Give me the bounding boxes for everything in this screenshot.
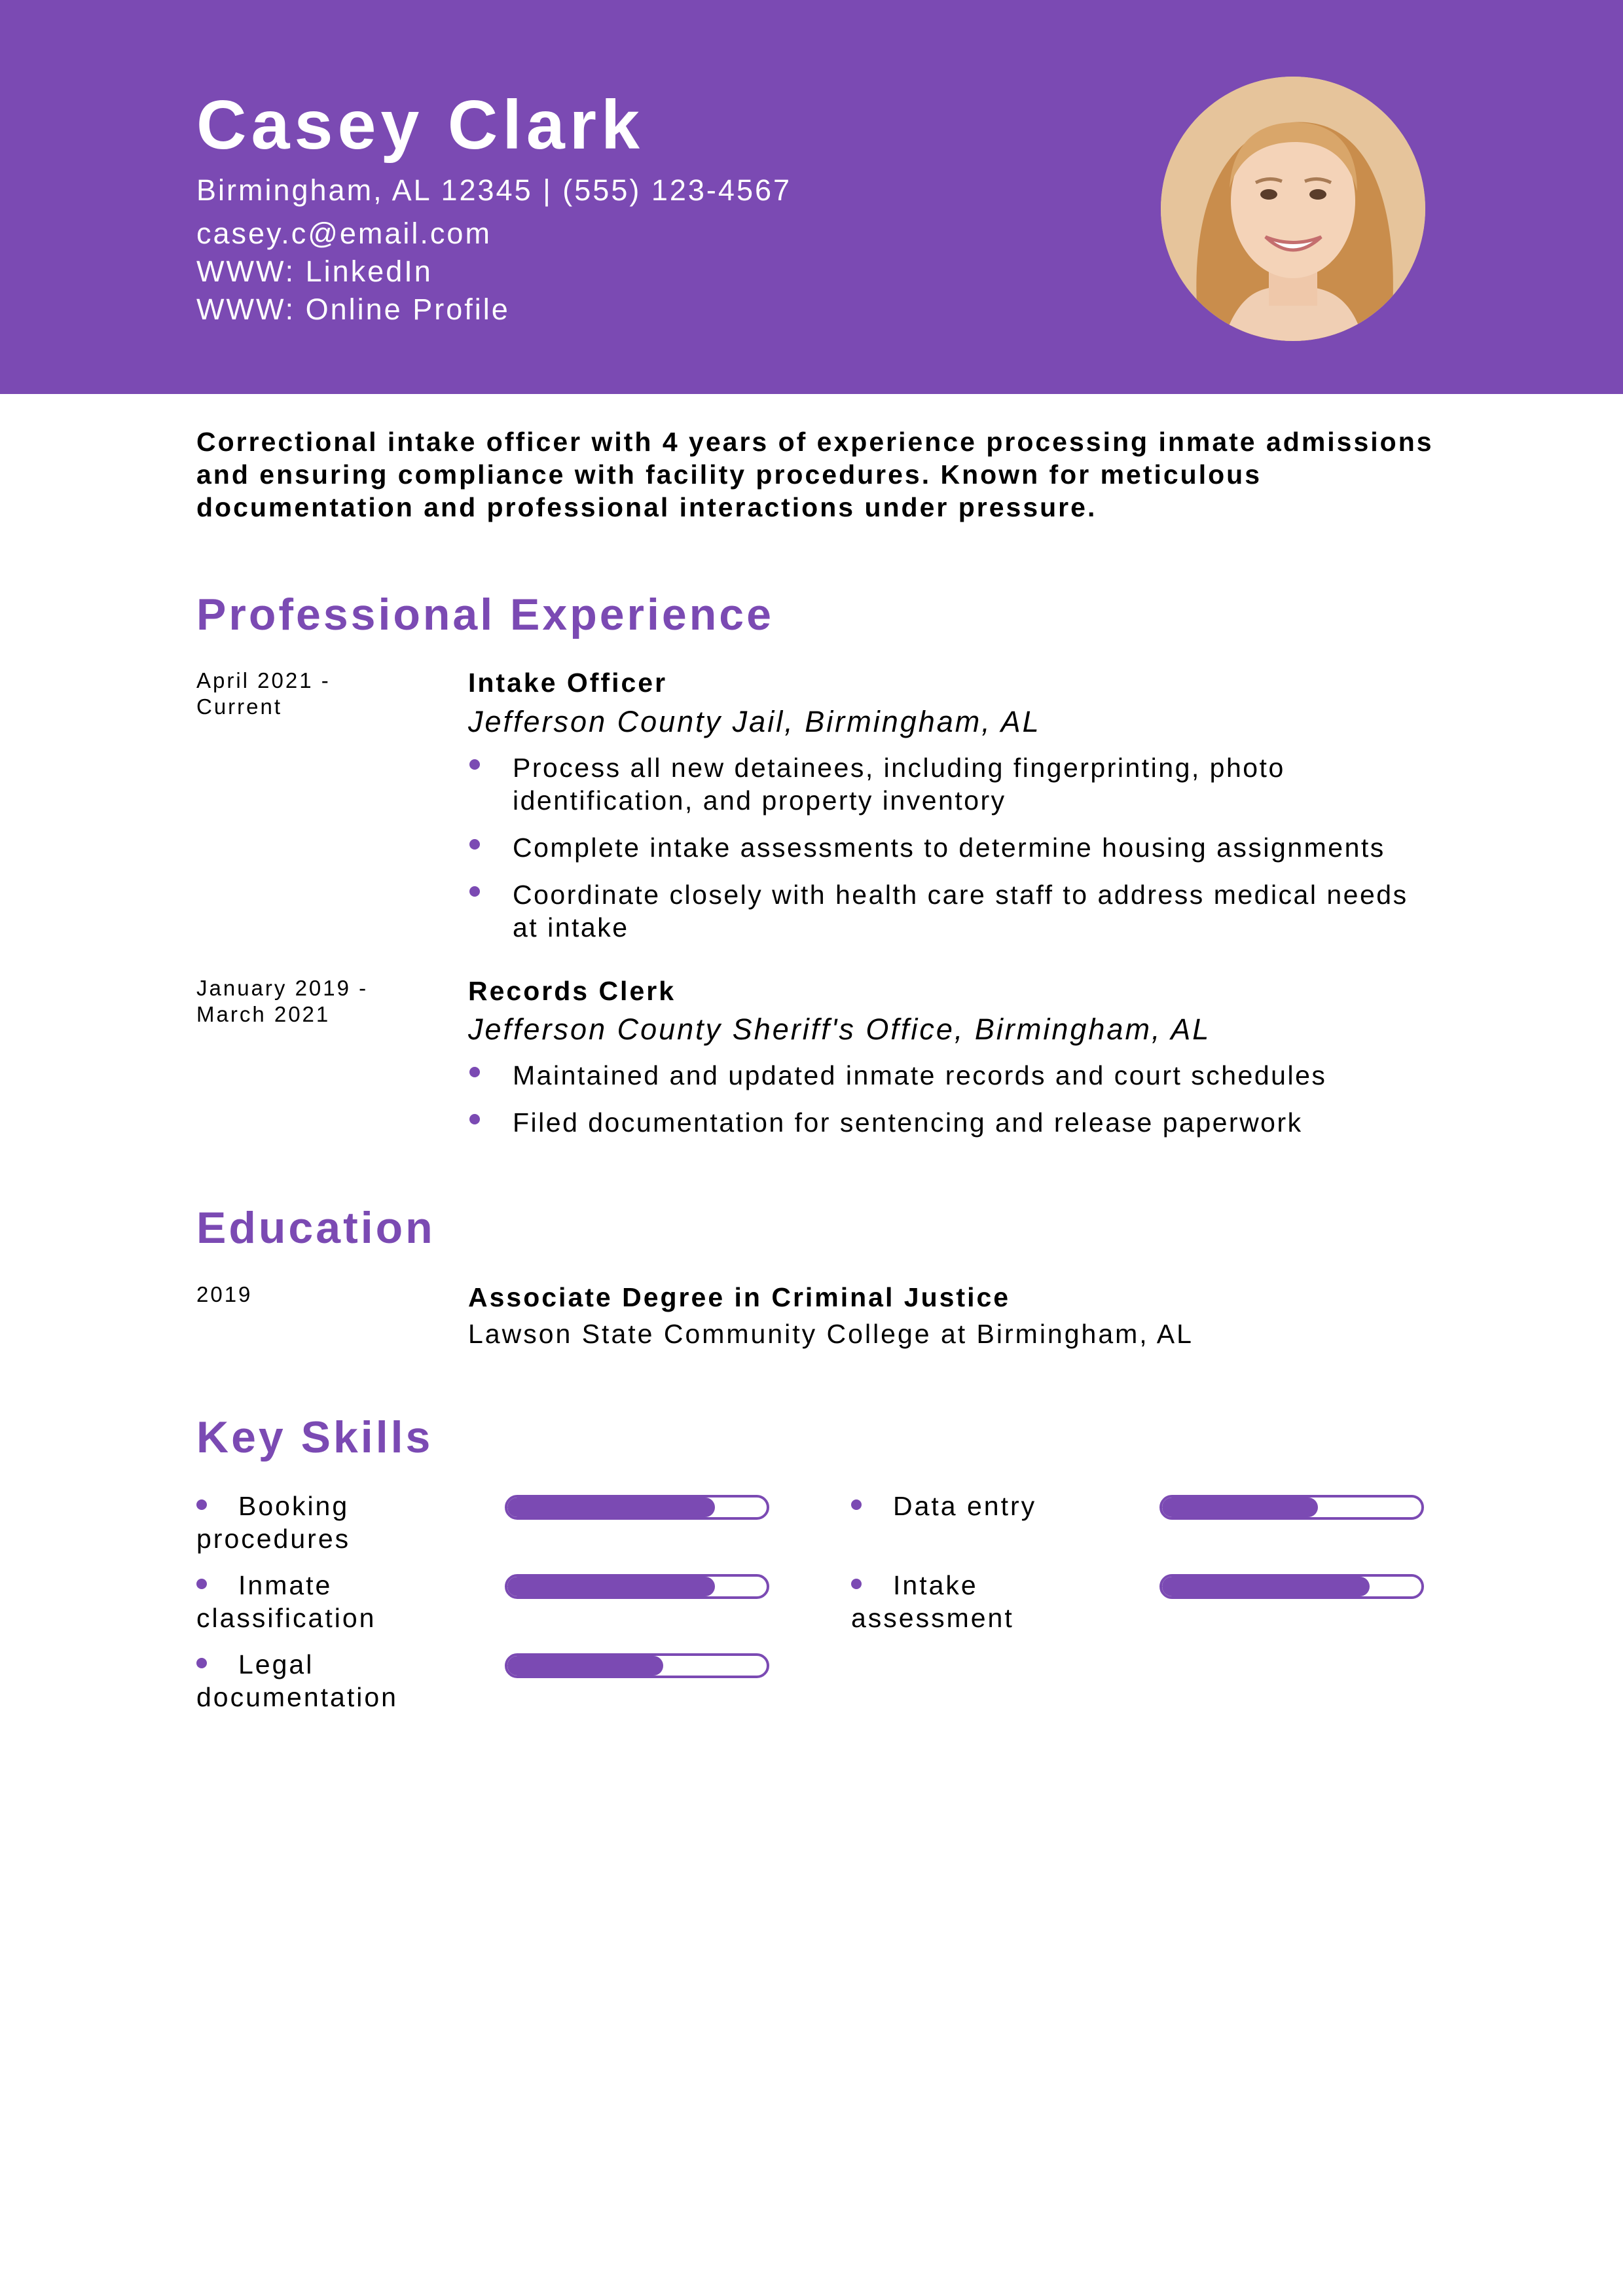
profile-photo xyxy=(1161,77,1425,341)
job-dates: January 2019 - March 2021 xyxy=(196,976,369,1026)
skill-item: Inmate classification xyxy=(196,1570,376,1633)
skill-level-fill xyxy=(507,1498,715,1517)
bullet-icon xyxy=(196,1658,207,1668)
job-employer: Jefferson County Sheriff's Office, Birmingham, AL xyxy=(468,1013,1211,1046)
skill-item: Booking procedures xyxy=(196,1491,351,1554)
profile-link[interactable]: WWW: Online Profile xyxy=(196,293,510,326)
bullet-icon xyxy=(469,839,480,850)
education-school: Lawson State Community College at Birmingham, AL xyxy=(468,1319,1194,1349)
email[interactable]: casey.c@email.com xyxy=(196,217,492,250)
job-bullets xyxy=(468,1059,1437,1153)
location-phone: Birmingham, AL 12345 | (555) 123-4567 xyxy=(196,173,792,207)
skills-heading: Key Skills xyxy=(196,1412,433,1462)
bullet-icon xyxy=(469,759,480,770)
education-year: 2019 xyxy=(196,1282,253,1306)
job-bullets xyxy=(468,751,1437,958)
bullet-icon xyxy=(196,1579,207,1589)
education-degree: Associate Degree in Criminal Justice xyxy=(468,1282,1011,1312)
skill-level-fill xyxy=(1162,1577,1370,1596)
skill-level-bar xyxy=(1159,1495,1424,1520)
skill-level-bar xyxy=(505,1495,769,1520)
professional-summary: Correctional intake officer with 4 years of experience processing inmate admissions and ensuring compliance with facility procedures. Known for meticulous documentation and professional interactions under pressure. xyxy=(196,427,1434,522)
candidate-name: Casey Clark xyxy=(196,86,644,164)
education-heading: Education xyxy=(196,1203,435,1253)
skill-level-bar xyxy=(505,1574,769,1599)
experience-heading: Professional Experience xyxy=(196,590,774,639)
skill-level-fill xyxy=(507,1577,715,1596)
skill-item: Data entry xyxy=(851,1490,1080,1522)
linkedin-link[interactable]: WWW: LinkedIn xyxy=(196,255,433,288)
job-employer: Jefferson County Jail, Birmingham, AL xyxy=(468,705,1041,738)
job-title: Records Clerk xyxy=(468,976,676,1006)
bullet-icon xyxy=(851,1579,862,1589)
job-bullet: Coordinate closely with health care staff to address medical needs at intake xyxy=(468,878,1437,944)
bullet-icon xyxy=(851,1499,862,1510)
skill-level-fill xyxy=(1162,1498,1318,1517)
job-dates: April 2021 - Current xyxy=(196,668,331,719)
bullet-icon xyxy=(469,1067,480,1077)
skill-level-bar xyxy=(505,1653,769,1678)
skill-item: Legal documentation xyxy=(196,1649,398,1712)
job-bullet: Maintained and updated inmate records and court schedules xyxy=(468,1059,1437,1092)
bullet-icon xyxy=(469,886,480,897)
bullet-icon xyxy=(469,1114,480,1124)
job-bullet: Complete intake assessments to determine housing assignments xyxy=(468,831,1437,864)
job-title: Intake Officer xyxy=(468,668,668,698)
skill-level-fill xyxy=(507,1656,663,1676)
job-bullet: Filed documentation for sentencing and release paperwork xyxy=(468,1106,1437,1139)
job-bullet: Process all new detainees, including fingerprinting, photo identification, and property inventory xyxy=(468,751,1437,817)
skill-item: Intake assessment xyxy=(851,1570,1014,1633)
skill-level-bar xyxy=(1159,1574,1424,1599)
bullet-icon xyxy=(196,1499,207,1510)
